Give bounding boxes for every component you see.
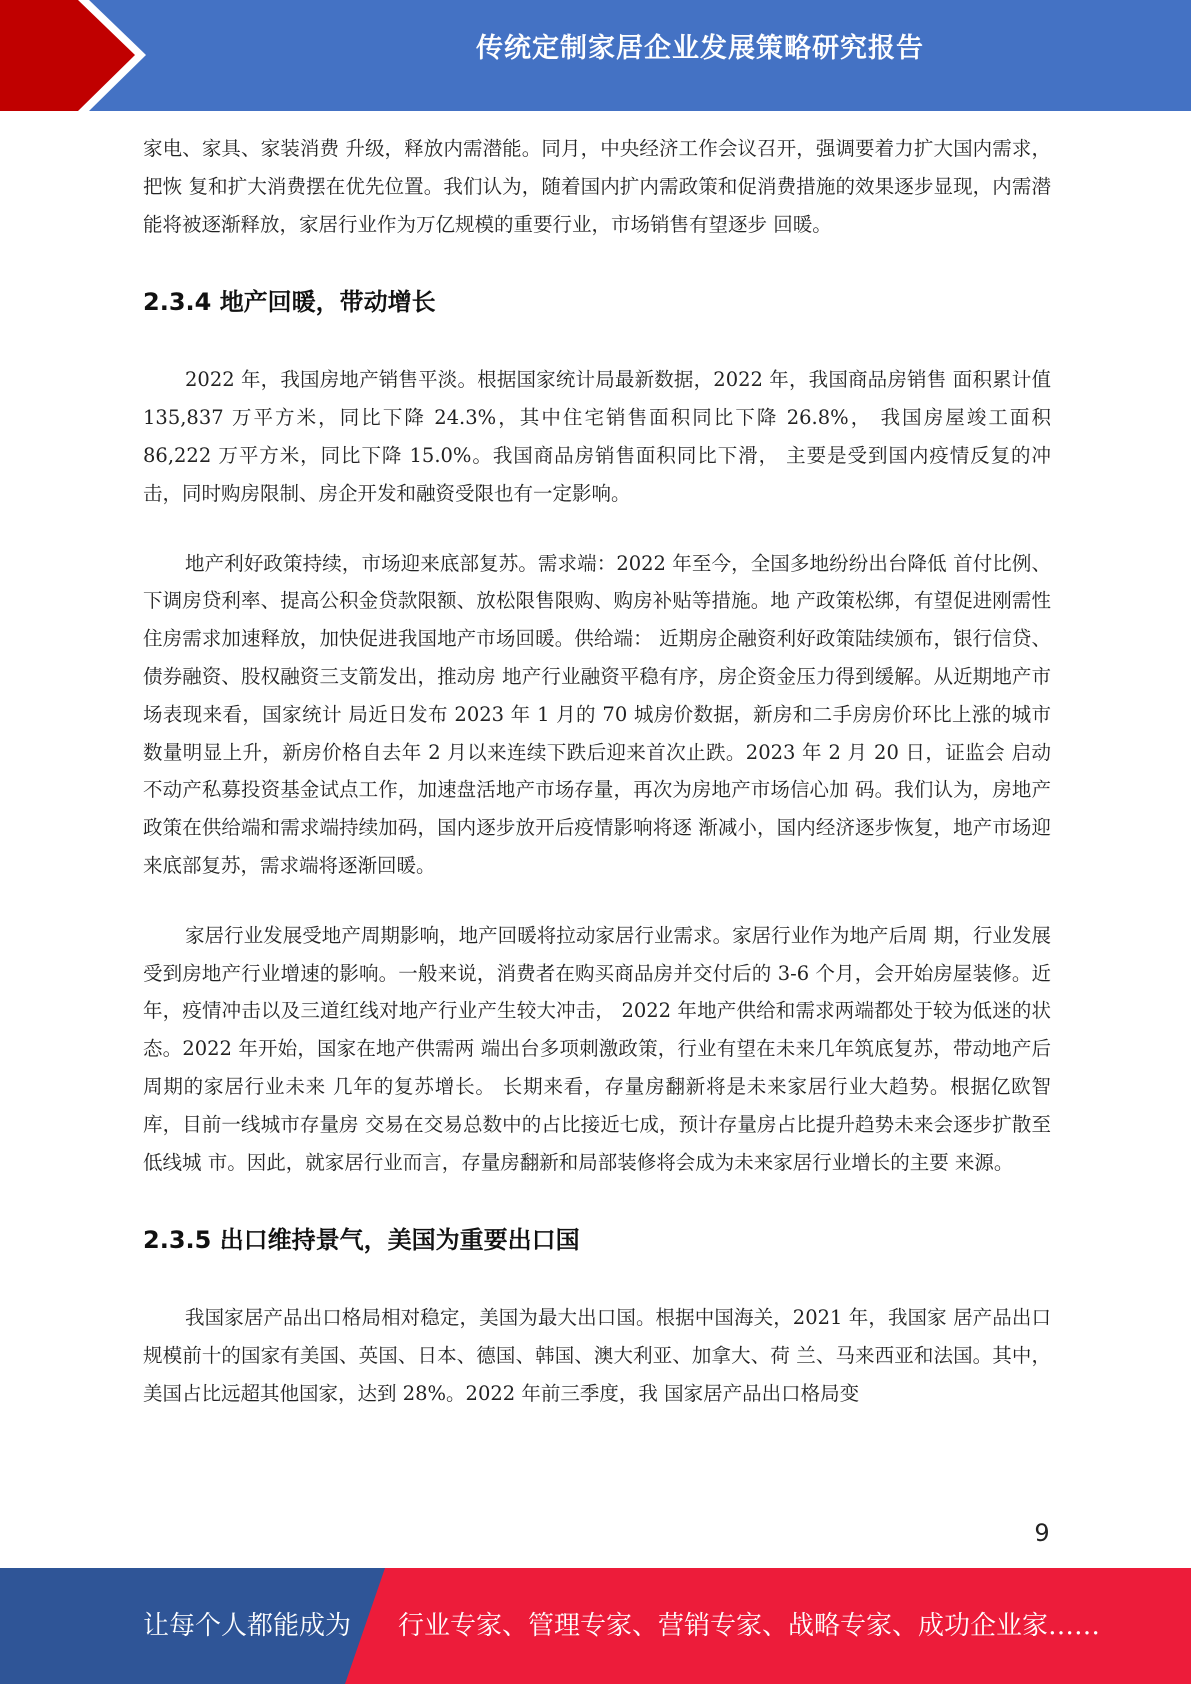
page-content	[143, 130, 1051, 1413]
header-chevron-decoration	[0, 0, 160, 111]
paragraph-intro: 家电、家具、家装消费 升级，释放内需潜能。同月，中央经济工作会议召开，强调要着力扩大国内需求，把恢 复和扩大消费摆在优先位置。我们认为，随着国内扩内需政策和促消费措施的效果逐步显现，内需潜能将被逐渐释放，家居行业作为万亿规模的重要行业，市场销售有望逐步 回暖。	[143, 137, 1051, 236]
paragraph-export: 我国家居产品出口格局相对稳定，美国为最大出口国。根据中国海关，2021 年，我国家 居产品出口规模前十的国家有美国、英国、日本、德国、韩国、澳大利亚、加拿大、荷 兰、马来西亚和法国。其中，美国占比远超其他国家，达到 28%。2022 年前三季度，我 国家居产品出口格局变	[143, 1306, 1051, 1405]
paragraph-policy-recovery: 地产利好政策持续，市场迎来底部复苏。需求端：2022 年至今，全国多地纷纷出台降低 首付比例、下调房贷利率、提高公积金贷款限额、放松限售限购、购房补贴等措施。地 产政策松绑，有望促进刚需性住房需求加速释放，加快促进我国地产市场回暖。供给端： 近期房企融资利好政策陆续颁布，银行信贷、债券融资、股权融资三支箭发出，推动房 地产行业融资平稳有序，房企资金压力得到缓解。从近期地产市场表现来看，国家统计 局近日发布 2023 年 1 月的 70 城房价数据，新房和二手房房价环比上涨的城市数量明显上升，新房价格自去年 2 月以来连续下跌后迎来首次止跌。2023 年 2 月 20 日，证监会 启动不动产私募投资基金试点工作，加速盘活地产市场存量，再次为房地产市场信心加 码。我们认为，房地产政策在供给端和需求端持续加码，国内逐步放开后疫情影响将逐 渐减小，国内经济逐步恢复，地产市场迎来底部复苏，需求端将逐渐回暖。	[143, 551, 1051, 877]
paragraph-real-estate-sales: 2022 年，我国房地产销售平淡。根据国家统计局最新数据，2022 年，我国商品房销售 面积累计值 135,837 万平方米，同比下降 24.3%，其中住宅销售面积同比下降 26.8%， 我国房屋竣工面积 86,222 万平方米，同比下降 15.0%。我国商品房销售面积同比下滑， 主要是受到国内疫情反复的冲击，同时购房限制、房企开发和融资受限也有一定影响。	[143, 368, 1051, 505]
paragraph-home-demand: 家居行业发展受地产周期影响，地产回暖将拉动家居行业需求。家居行业作为地产后周 期，行业发展受到房地产行业增速的影响。一般来说，消费者在购买商品房并交付后的 3-6 个月，会开始房屋装修。近年，疫情冲击以及三道红线对地产行业产生较大冲击， 2022 年地产供给和需求两端都处于较为低迷的状态。2022 年开始，国家在地产供需两 端出台多项刺激政策，行业有望在未来几年筑底复苏，带动地产后周期的家居行业未来 几年的复苏增长。 长期来看，存量房翻新将是未来家居行业大趋势。根据亿欧智库，目前一线城市存量房 交易在交易总数中的占比接近七成，预计存量房占比提升趋势未来会逐步扩散至低线城 市。因此，就家居行业而言，存量房翻新和局部装修将会成为未来家居行业增长的主要 来源。	[143, 923, 1051, 1174]
page-header	[0, 0, 1191, 111]
section-heading-2-3-4: 2.3.4 地产回暖，带动增长	[143, 288, 436, 317]
page-footer	[0, 1568, 1191, 1684]
section-heading-2-3-5: 2.3.5 出口维持景气，美国为重要出口国	[143, 1226, 580, 1255]
footer-slogan-left: 让每个人都能成为	[143, 1611, 352, 1641]
footer-slogan-right: 行业专家、管理专家、营销专家、战略专家、成功企业家……	[398, 1611, 1101, 1641]
page-number: 9	[1034, 1519, 1050, 1547]
report-title: 传统定制家居企业发展策略研究报告	[476, 33, 924, 64]
